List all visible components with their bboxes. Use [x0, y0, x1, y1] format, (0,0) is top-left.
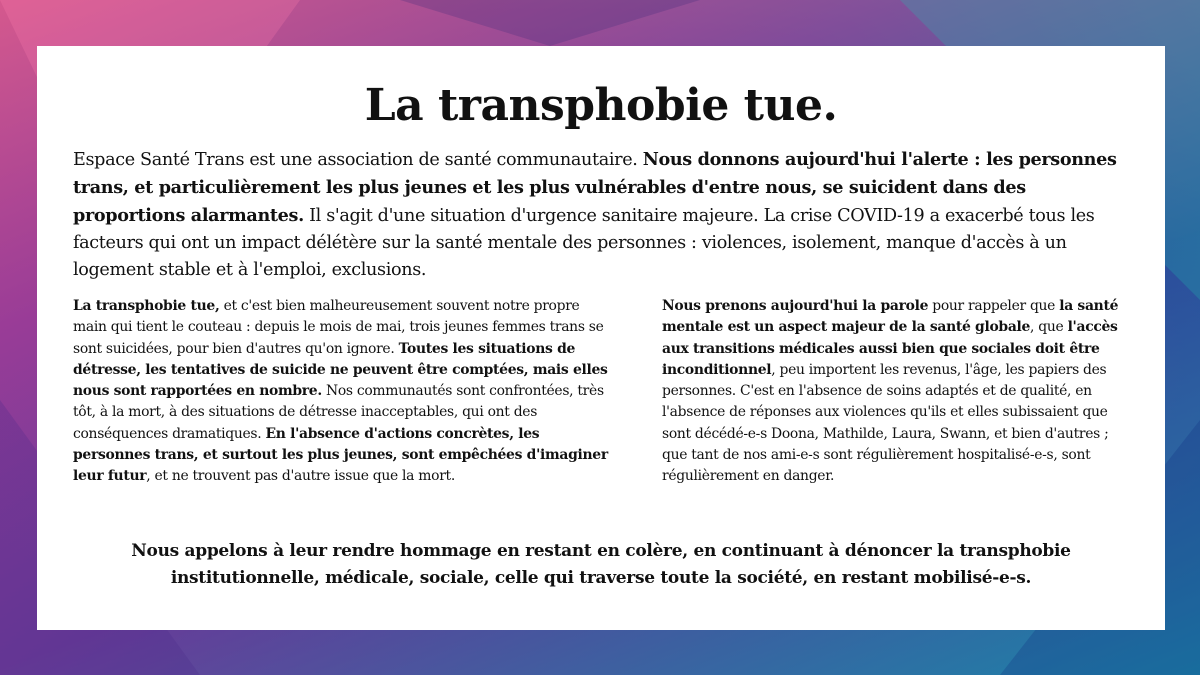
left-bold: La transphobie tue,: [73, 298, 220, 314]
left-text: et c'est bien malheureusement souvent notre propre main qui tient le couteau : depuis le mois de mai, trois jeunes femmes trans se sont suicidées, pour bien d'autres qu'on ignore.: [73, 298, 604, 357]
intro-text: Il s'agit d'une situation d'urgence sanitaire majeure. La crise COVID-19 a exacerbé tous les facteurs qui ont un impact délétère sur la santé mentale des personnes : violences, isolement, manque d'accès à un logement stable et à l'emploi, exclusions.: [73, 206, 1095, 280]
left-text: , et ne trouvent pas d'autre issue que la mort.: [146, 468, 455, 485]
right-text: , peu importent les revenus, l'âge, les papiers des personnes. C'est en l'absence de soins adaptés et de qualité, en l'absence de réponses aux violences qu'ils et elles subissaient que sont décédé-e-s Doona, Mathilde, Laura, Swann, et bien d'autres ; que tant de nos ami-e-s sont régulièrement hospitalisé-e-s, sont régulièrement en danger.: [662, 361, 1109, 485]
statement-card: [37, 46, 1165, 630]
intro-paragraph: [73, 146, 1143, 284]
left-text: Nos communautés sont confrontées, très tôt, à la mort, à des situations de détresse inacceptables, qui ont des conséquences dramatiques.: [73, 383, 604, 442]
right-text: , que: [1030, 319, 1068, 336]
right-column-paragraph: [662, 296, 1132, 488]
left-column-paragraph: [73, 296, 613, 488]
page-title: La transphobie tue.: [364, 80, 838, 131]
right-text: pour rappeler que: [928, 298, 1060, 314]
right-bold: Nous prenons aujourd'hui la parole: [662, 298, 929, 314]
right-bold: la santé mentale est un aspect majeur de la santé globale: [662, 298, 1119, 336]
right-bold: l'accès aux transitions médicales aussi bien que sociales doit être inconditionnel: [662, 319, 1118, 378]
left-bold: En l'absence d'actions concrètes, les personnes trans, et surtout les plus jeunes, sont empêchées d'imaginer leur futur: [73, 425, 608, 485]
intro-bold: Nous donnons aujourd'hui l'alerte : les personnes trans, et particulièrement les plus jeunes et les plus vulnérables d'entre nous, se suicident dans des proportions alarmantes.: [73, 149, 1117, 226]
closing-statement: Nous appelons à leur rendre hommage en restant en colère, en continuant à dénoncer la transphobie institutionnelle, médicale, sociale, celle qui traverse toute la société, en restant mobilisé-e-s.: [131, 541, 1071, 588]
intro-text: Espace Santé Trans est une association de santé communautaire.: [73, 150, 643, 170]
left-bold: Toutes les situations de détresse, les tentatives de suicide ne peuvent être comptées, mais elles nous sont rapportées en nombre.: [73, 340, 608, 400]
